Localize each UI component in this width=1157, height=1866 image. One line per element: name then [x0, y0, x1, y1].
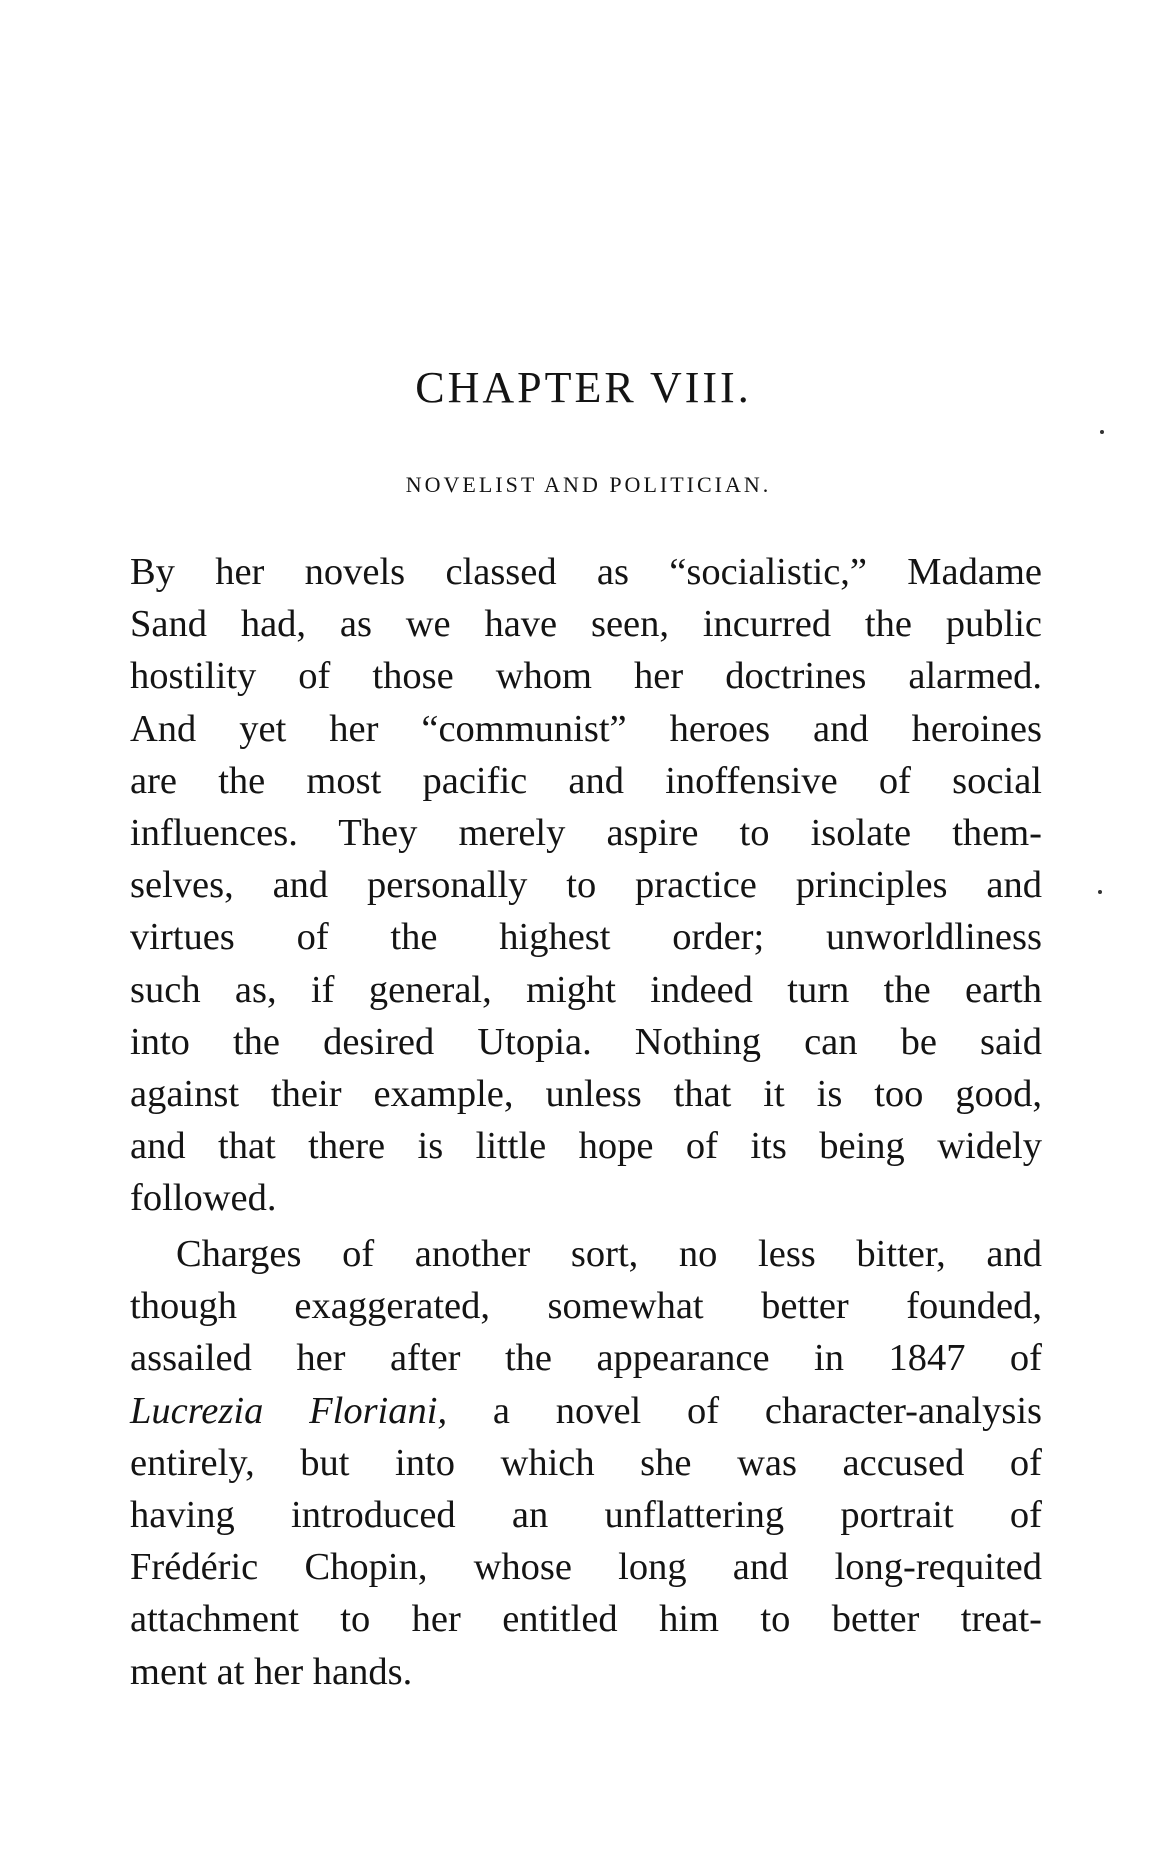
print-speck	[1098, 890, 1102, 894]
text-line: ment at her hands.	[130, 1650, 413, 1693]
text-line: influences. They merely aspire to isolate them-	[130, 812, 1042, 855]
text-line-with-title	[130, 1385, 1042, 1437]
text-line: Sand had, as we have seen, incurred the public	[130, 603, 1042, 646]
paragraph-2	[130, 1228, 1042, 1698]
text-line: Charges of another sort, no less bitter, and	[176, 1233, 1042, 1275]
text-line: are the most pacific and inoffensive of social	[130, 759, 1042, 802]
text-line: assailed her after the appearance in 1847 of	[130, 1337, 1042, 1380]
text-line: and that there is little hope of its being widely	[130, 1125, 1042, 1168]
text-line: By her novels classed as “socialistic,” Madame	[130, 551, 1042, 593]
text-line: into the desired Utopia. Nothing can be said	[130, 1020, 1042, 1063]
text-line: entirely, but into which she was accused of	[130, 1441, 1042, 1484]
text-line: And yet her “communist” heroes and heroines	[130, 707, 1042, 750]
text-fragment: a novel of character-analysis	[447, 1389, 1042, 1432]
text-line: Frédéric Chopin, whose long and long-requited	[130, 1546, 1042, 1589]
text-line: such as, if general, might indeed turn the earth	[130, 968, 1042, 1011]
chapter-subtitle: NOVELIST AND POLITICIAN.	[405, 472, 772, 497]
text-line: virtues of the highest order; unworldliness	[130, 916, 1042, 959]
paragraph-1	[130, 546, 1042, 1225]
text-line: hostility of those whom her doctrines alarmed.	[130, 655, 1042, 698]
chapter-title: CHAPTER VIII.	[415, 363, 752, 412]
text-line: against their example, unless that it is too good,	[130, 1073, 1042, 1116]
print-speck	[1100, 430, 1104, 434]
book-title: Lucrezia Floriani,	[130, 1389, 448, 1432]
text-line: selves, and personally to practice principles and	[130, 864, 1042, 907]
text-line: attachment to her entitled him to better treat-	[130, 1598, 1042, 1641]
text-line: followed.	[130, 1177, 277, 1220]
text-line: though exaggerated, somewhat better founded,	[130, 1285, 1042, 1328]
text-line: having introduced an unflattering portrait of	[130, 1494, 1042, 1537]
